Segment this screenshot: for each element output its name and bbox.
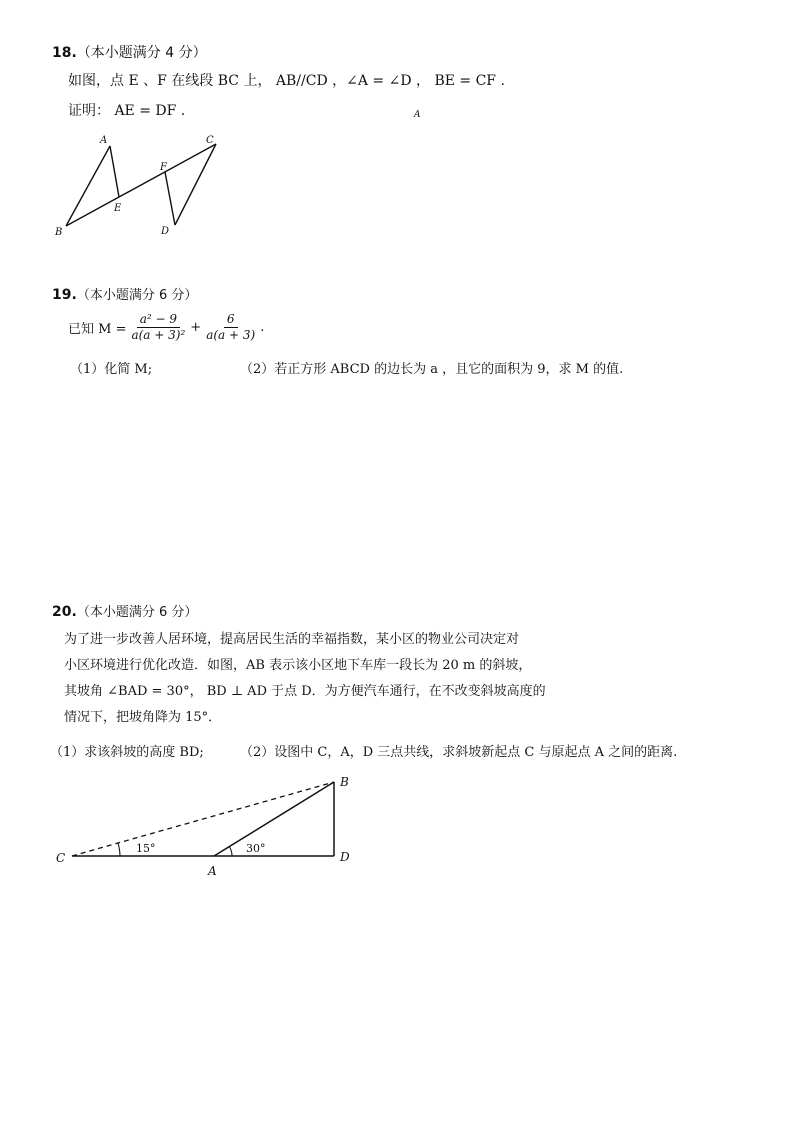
q20-line-3: 其坡角 ∠BAD = 30°， BD ⊥ AD 于点 D．为方便汽车通行，在不改变斜坡高度的 xyxy=(64,684,546,699)
q18-prove: 证明： AE = DF . xyxy=(68,103,186,119)
q18-label-a: A xyxy=(100,135,108,146)
q20-header: （本小题满分 6 分） xyxy=(76,605,198,620)
q20-figure xyxy=(0,760,794,900)
q18-number: 18.（本小题满分 4 分） xyxy=(52,45,207,61)
q20-arc-30 xyxy=(229,846,232,856)
q18-seg-cd xyxy=(175,144,216,225)
q20-angle-30: 30° xyxy=(246,842,266,855)
q19-given xyxy=(68,312,264,343)
q19-part1: （1）化简 M; xyxy=(70,362,153,377)
q20-part1: （1）求该斜坡的高度 BD; xyxy=(50,745,204,760)
q20-line-4: 情况下，把坡角降为 15°． xyxy=(64,710,222,725)
q18-label-e: E xyxy=(114,203,122,214)
q19-header: （本小题满分 6 分） xyxy=(76,288,198,303)
q18-label-f: F xyxy=(160,162,167,173)
q19-end: . xyxy=(260,320,265,335)
q20-number: 20.（本小题满分 6 分） xyxy=(52,604,198,620)
q19-frac2-den: a(a + 3) xyxy=(206,328,256,342)
q18-seg-df xyxy=(165,172,175,225)
q19-number: 19.（本小题满分 6 分） xyxy=(52,287,198,303)
q20-angle-15: 15° xyxy=(136,842,156,855)
q18-header: （本小题满分 4 分） xyxy=(76,45,207,61)
q19-frac1-den: a(a + 3)² xyxy=(131,328,186,342)
q19-given-prefix: 已知 M = xyxy=(68,322,127,337)
q20-label-a: A xyxy=(208,864,217,878)
q18-figure xyxy=(0,0,794,300)
q19-plus: + xyxy=(190,320,202,335)
q20-label-d: D xyxy=(340,850,350,864)
q18-stray-mark: A xyxy=(414,110,421,120)
q20-line-1: 为了进一步改善人居环境，提高居民生活的幸福指数，某小区的物业公司决定对 xyxy=(64,632,520,647)
q18-given: 如图，点 E 、F 在线段 BC 上， AB//CD ，∠A = ∠D ， BE = CF . xyxy=(68,73,505,89)
q19-frac1-num: a² − 9 xyxy=(137,312,180,328)
q18-seg-ae xyxy=(110,146,119,197)
q18-label-c: C xyxy=(206,135,214,146)
q19-part2: （2）若正方形 ABCD 的边长为 a ，且它的面积为 9，求 M 的值. xyxy=(240,362,624,377)
q20-part2: （2）设图中 C，A，D 三点共线，求斜坡新起点 C 与原起点 A 之间的距离. xyxy=(240,745,678,760)
q18-label-d: D xyxy=(161,226,170,237)
q19-fraction-2 xyxy=(203,312,258,343)
q20-seg-ab xyxy=(214,782,334,856)
q20-arc-15 xyxy=(118,843,120,856)
q18-label-b: B xyxy=(55,227,63,238)
q19-frac2-num: 6 xyxy=(224,312,238,328)
q20-line-2: 小区环境进行优化改造．如图，AB 表示该小区地下车库一段长为 20 m 的斜坡， xyxy=(64,658,532,673)
q20-label-b: B xyxy=(340,775,349,789)
q20-seg-cb-dashed xyxy=(72,782,334,856)
q20-label-c: C xyxy=(56,851,66,865)
q19-fraction-1 xyxy=(128,312,188,343)
